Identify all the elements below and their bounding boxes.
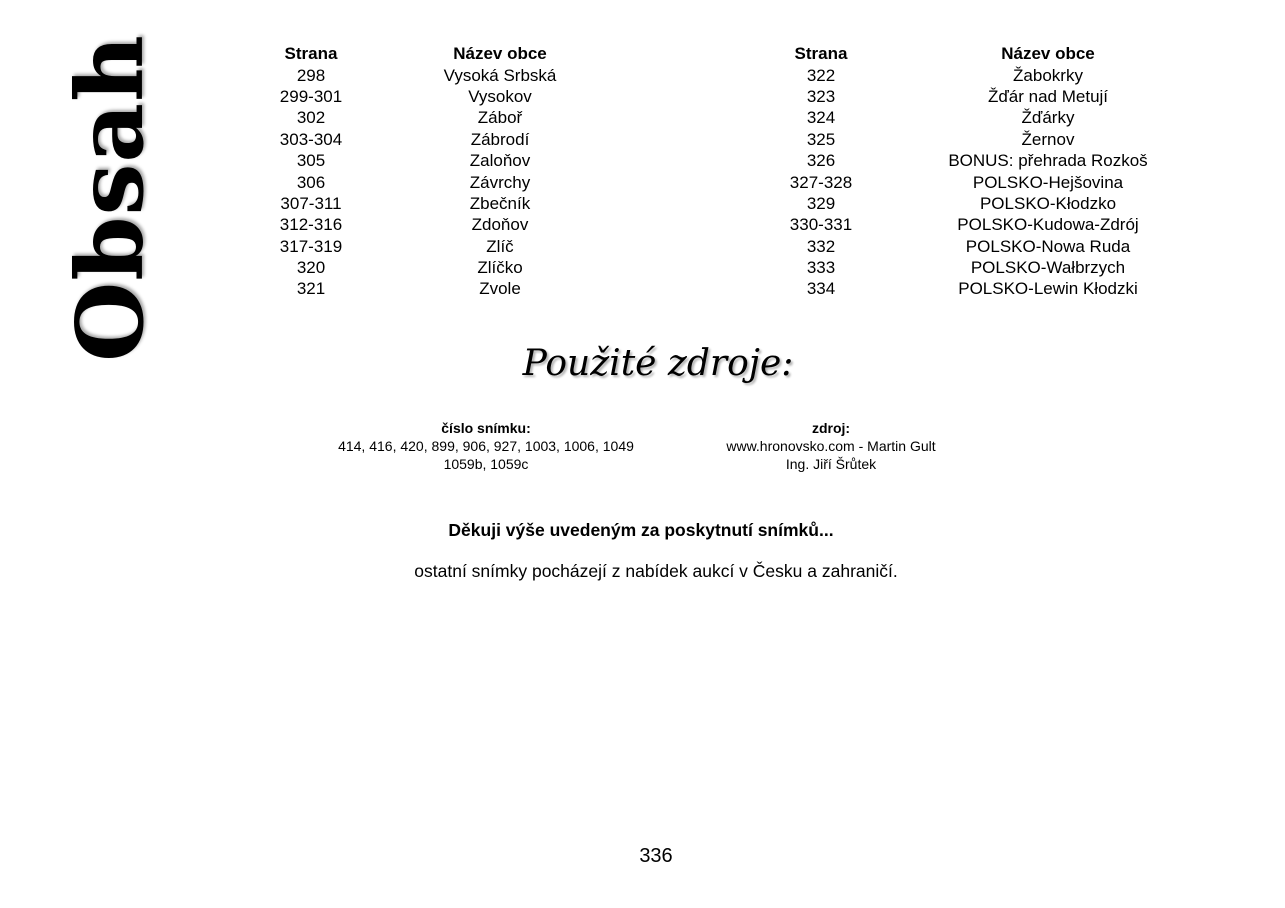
image-number-line: 1059b, 1059c — [443, 456, 529, 472]
table-row — [762, 64, 1216, 85]
page-cell: 306 — [296, 172, 326, 192]
page-cell: 303-304 — [279, 129, 343, 149]
town-name-cell: Zlíčko — [477, 258, 523, 278]
page-cell: 329 — [806, 193, 836, 213]
page-cell: 333 — [806, 258, 836, 278]
table-row — [762, 214, 1216, 235]
page-cell: 320 — [296, 258, 326, 278]
table-row — [762, 129, 1216, 150]
sources-image-numbers — [300, 419, 672, 473]
toc-table-left — [252, 43, 630, 300]
source-header: zdroj: — [811, 420, 851, 436]
town-name-cell: Žabokrky — [1013, 65, 1083, 85]
page-cell: 334 — [806, 279, 836, 299]
table-row — [762, 150, 1216, 171]
page-cell: 332 — [806, 236, 836, 256]
page-cell: 299-301 — [279, 86, 343, 106]
page-cell: 317-319 — [279, 236, 343, 256]
page-cell: 326 — [806, 151, 836, 171]
town-name-cell: POLSKO-Kudowa-Zdrój — [957, 215, 1139, 235]
table-row — [252, 278, 630, 299]
table-row — [762, 257, 1216, 278]
town-name-cell: Vysokov — [468, 86, 532, 106]
page-cell: 330-331 — [789, 215, 853, 235]
table-row — [762, 278, 1216, 299]
other-sources-note: ostatní snímky pocházejí z nabídek aukcí v Česku a zahraničí. — [414, 561, 898, 581]
page-cell: 312-316 — [279, 215, 343, 235]
image-number-line: 414, 416, 420, 899, 906, 927, 1003, 1006, 1049 — [338, 438, 634, 454]
page-cell: 327-328 — [789, 172, 853, 192]
town-name-cell: Vysoká Srbská — [443, 65, 557, 85]
sources-origin — [700, 419, 962, 473]
page-cell: 298 — [296, 65, 326, 85]
town-name-cell: Zvole — [479, 279, 521, 299]
page-cell: 321 — [296, 279, 326, 299]
page-cell: 322 — [806, 65, 836, 85]
toc-body-left — [252, 64, 630, 299]
town-name-cell: Žďárky — [1021, 108, 1075, 128]
town-name-cell: Zaloňov — [469, 151, 531, 171]
source-line: Ing. Jiří Šrůtek — [785, 456, 877, 472]
table-row — [252, 129, 630, 150]
town-name-cell: POLSKO-Wałbrzych — [970, 258, 1126, 278]
side-title: Obsah — [56, 34, 164, 362]
page-cell: 305 — [296, 151, 326, 171]
town-name-cell: POLSKO-Hejšovina — [972, 172, 1124, 192]
toc-header-row — [762, 43, 1216, 64]
page-cell: 325 — [806, 129, 836, 149]
column-header-name: Název obce — [453, 44, 547, 64]
source-line: www.hronovsko.com - Martin Gult — [726, 438, 936, 454]
town-name-cell: Záboř — [477, 108, 523, 128]
town-name-cell: Zbečník — [469, 193, 531, 213]
page-number: 336 — [639, 845, 673, 867]
table-row — [762, 86, 1216, 107]
table-row — [252, 86, 630, 107]
thanks-note: Děkuji výše uvedeným za poskytnutí snímků... — [448, 520, 834, 540]
table-row — [252, 257, 630, 278]
town-name-cell: Závrchy — [469, 172, 531, 192]
town-name-cell: Žďár nad Metují — [987, 86, 1109, 106]
column-header-name: Název obce — [1001, 44, 1095, 64]
town-name-cell: Žernov — [1021, 129, 1075, 149]
toc-table-right — [762, 43, 1216, 300]
town-name-cell: POLSKO-Nowa Ruda — [965, 236, 1131, 256]
town-name-cell: Zlíč — [486, 236, 514, 256]
page-cell: 302 — [296, 108, 326, 128]
table-row — [762, 171, 1216, 192]
table-row — [762, 107, 1216, 128]
table-row — [252, 107, 630, 128]
page-cell: 307-311 — [280, 193, 342, 213]
page-cell: 323 — [806, 86, 836, 106]
table-row — [252, 236, 630, 257]
table-row — [252, 171, 630, 192]
town-name-cell: BONUS: přehrada Rozkoš — [948, 151, 1148, 171]
page-cell: 324 — [806, 108, 836, 128]
column-header-page: Strana — [794, 44, 848, 64]
table-row — [762, 193, 1216, 214]
toc-header-row — [252, 43, 630, 64]
image-number-header: číslo snímku: — [441, 420, 531, 436]
town-name-cell: Zábrodí — [470, 129, 530, 149]
town-name-cell: Zdoňov — [471, 215, 529, 235]
column-header-page: Strana — [284, 44, 338, 64]
table-row — [252, 64, 630, 85]
town-name-cell: POLSKO-Lewin Kłodzki — [958, 279, 1138, 299]
table-row — [252, 193, 630, 214]
toc-body-right — [762, 64, 1216, 299]
town-name-cell: POLSKO-Kłodzko — [979, 193, 1117, 213]
table-row — [252, 150, 630, 171]
table-row — [252, 214, 630, 235]
sources-heading: Použité zdroje: — [522, 343, 794, 384]
table-row — [762, 236, 1216, 257]
